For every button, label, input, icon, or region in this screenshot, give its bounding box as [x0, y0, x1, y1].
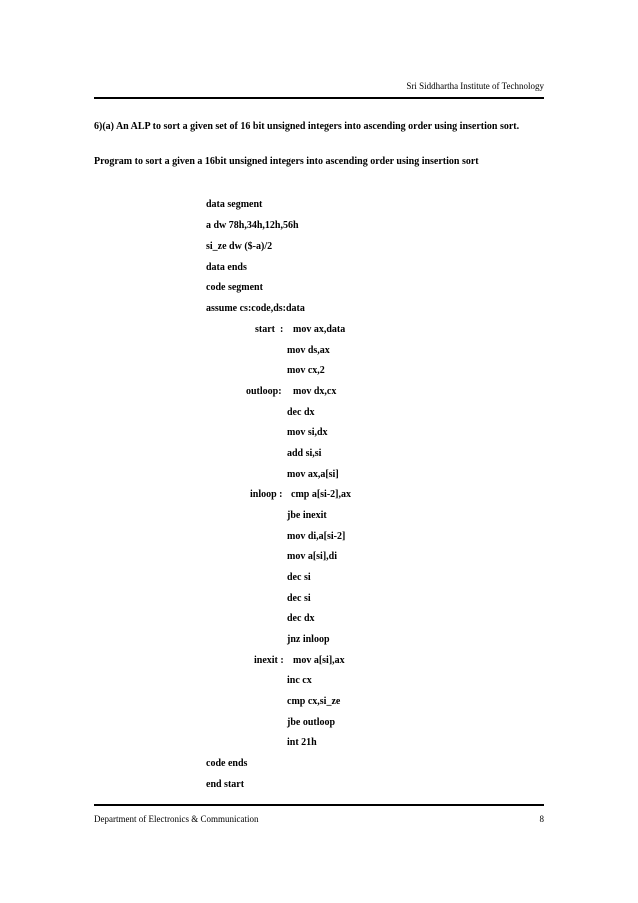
code-line: data ends [206, 262, 247, 273]
code-label: inexit : [254, 655, 284, 666]
code-line: end start [206, 779, 245, 790]
header-institute: Sri Siddhartha Institute of Technology [406, 81, 544, 91]
code-line: assume cs:code,ds:data [206, 303, 305, 314]
code-line: jbe inexit [287, 510, 327, 521]
code-line: mov dx,cx [293, 386, 337, 397]
code-line: mov ds,ax [287, 345, 330, 356]
code-line: code segment [206, 282, 263, 293]
code-line: jnz inloop [287, 634, 330, 645]
code-label: inloop : [250, 489, 283, 500]
header-divider [94, 97, 544, 99]
code-line: mov a[si],di [287, 551, 337, 562]
code-label: start : [255, 324, 284, 335]
code-line: a dw 78h,34h,12h,56h [206, 220, 299, 231]
code-line: mov di,a[si-2] [287, 531, 346, 542]
program-subtitle: Program to sort a given a 16bit unsigned integers into ascending order using insertion sort [94, 156, 479, 167]
code-line: mov si,dx [287, 427, 328, 438]
footer-divider [94, 804, 544, 806]
code-label: outloop: [246, 386, 282, 397]
code-line: si_ze dw ($-a)/2 [206, 241, 273, 252]
code-line: int 21h [287, 737, 317, 748]
code-line: mov ax,data [293, 324, 346, 335]
code-line: code ends [206, 758, 248, 769]
code-line: mov cx,2 [287, 365, 325, 376]
program-title: 6)(a) An ALP to sort a given set of 16 bit unsigned integers into ascending order using insertion sort. [94, 121, 520, 132]
code-line: cmp a[si-2],ax [291, 489, 351, 500]
footer-department: Department of Electronics & Communication [94, 814, 259, 824]
code-line: inc cx [287, 675, 312, 686]
code-line: jbe outloop [287, 717, 336, 728]
code-line: dec si [287, 593, 311, 604]
code-line: dec dx [287, 613, 315, 624]
code-line: data segment [206, 199, 263, 210]
code-line: cmp cx,si_ze [287, 696, 341, 707]
code-line: dec si [287, 572, 311, 583]
code-line: mov a[si],ax [293, 655, 345, 666]
code-line: add si,si [287, 448, 322, 459]
code-line: mov ax,a[si] [287, 469, 339, 480]
page-number: 8 [539, 814, 544, 824]
code-line: dec dx [287, 407, 315, 418]
